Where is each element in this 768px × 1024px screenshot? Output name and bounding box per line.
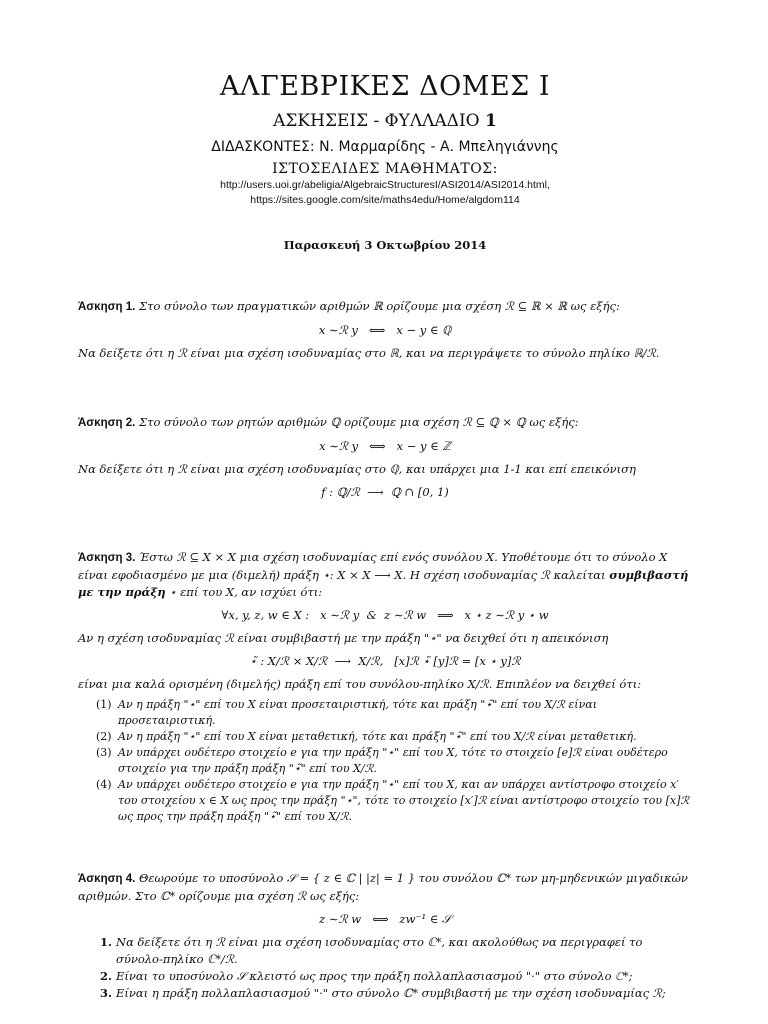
item-number: (3) bbox=[96, 746, 112, 759]
exercise-1-formula: x ∼ℛ y ⟺ x − y ∈ ℚ bbox=[318, 323, 452, 337]
compatible-term: συμβιβαστή με την πράξη bbox=[78, 568, 689, 599]
item-number: (4) bbox=[96, 778, 112, 791]
exercise-1-label: Άσκηση 1. bbox=[78, 301, 136, 313]
item-number: (1) bbox=[96, 698, 112, 711]
exercise-3-text-4: είναι μια καλά ορισμένη (διμελής) πράξη επί του συνόλου-πηλίκο X/ℛ. Επιπλέον να δειχθεί ότι: bbox=[78, 677, 642, 691]
exercise-4-list bbox=[78, 934, 692, 1002]
exercise-3-text-2: ⋆ επί του X, αν ισχύει ότι: bbox=[169, 585, 323, 599]
subtitle-text: ΑΣΚΗΣΕΙΣ - ΦΥΛΛΑΔΙΟ bbox=[273, 111, 480, 131]
list-item bbox=[78, 745, 692, 777]
item-text: Είναι η πράξη πολλαπλασιασμού "·" στο σύνολο ℂ* συμβιβαστή με την σχέση ισοδυναμίας ℛ; bbox=[116, 986, 666, 1000]
exercise-3-text-1: Έστω ℛ ⊆ X × X μια σχέση ισοδυναμίας επί ενός συνόλου X. Υποθέτουμε ότι το σύνολο X είναι εφοδιασμένο με μια (διμελή) πράξη ⋆: X × X ⟶ X. Η σχέση ισοδυναμίας ℛ καλείται bbox=[78, 550, 668, 582]
item-text: Αν η πράξη "⋆" επί του X είναι προσεταιριστική, τότε και πράξη "⋆̃" επί του X/ℛ είναι προσεταιριστική. bbox=[118, 698, 598, 727]
header bbox=[78, 70, 692, 252]
exercise-2 bbox=[78, 414, 692, 501]
item-text: Αν η πράξη "⋆" επί του X είναι μεταθετική, τότε και πράξη "⋆̃" επί του X/ℛ είναι μεταθετική. bbox=[118, 730, 637, 743]
websites-label: ΙΣΤΟΣΕΛΙΔΕΣ ΜΑΘΗΜΑΤΟΣ: bbox=[272, 161, 498, 177]
exercise-1-task: Να δείξετε ότι η ℛ είναι μια σχέση ισοδυναμίας στο ℝ, και να περιγράψετε το σύνολο πηλίκο ℝ/ℛ. bbox=[78, 346, 660, 360]
item-number: 1. bbox=[100, 935, 113, 949]
list-item bbox=[78, 968, 692, 985]
document-subtitle bbox=[78, 110, 692, 132]
document-date: Παρασκευή 3 Οκτωβρίου 2014 bbox=[283, 238, 487, 252]
exercise-3 bbox=[78, 549, 692, 825]
exercise-4-text: Θεωρούμε το υποσύνολο 𝒮 = { z ∈ ℂ | |z| = 1 } του συνόλου ℂ* των μη-μηδενικών μιγαδικών αριθμών. Στο ℂ* ορίζουμε μια σχέση ℛ ως εξής: bbox=[78, 871, 688, 903]
exercise-3-list bbox=[78, 697, 692, 825]
exercise-3-formula-2: ⋆̃ : X/ℛ × X/ℛ ⟶ X/ℛ, [x]ℛ ⋆̃ [y]ℛ = [x ⋆ y]ℛ bbox=[249, 654, 521, 668]
item-text: Αν υπάρχει ουδέτερο στοιχείο e για την πράξη "⋆" επί του X, τότε το στοιχείο [e]ℛ είναι ουδέτερο στοιχείο για την πράξη πράξη "⋆̃" επί του X/ℛ. bbox=[118, 746, 668, 775]
item-text: Αν υπάρχει ουδέτερο στοιχείο e για την πράξη "⋆" επί του X, και αν υπάρχει αντίστροφο στοιχείο x′ του στοιχείου x ∈ X ως προς την πράξη "⋆", τότε το στοιχείο [x′]ℛ είναι αντίστροφο στοιχείο του [x]ℛ ως προς την πράξη πράξη "⋆̃" επί του X/ℛ. bbox=[118, 778, 690, 823]
subtitle-number: 1 bbox=[485, 111, 497, 131]
exercise-4 bbox=[78, 870, 692, 1002]
list-item bbox=[78, 777, 692, 825]
item-text: Είναι το υποσύνολο 𝒮 κλειστό ως προς την πράξη πολλαπλασιασμού "·" στο σύνολο ℂ*; bbox=[116, 969, 633, 983]
item-number: (2) bbox=[96, 730, 112, 743]
exercise-3-label: Άσκηση 3. bbox=[78, 552, 136, 564]
list-item bbox=[78, 697, 692, 729]
exercise-4-label: Άσκηση 4. bbox=[78, 873, 136, 885]
exercise-2-text: Στο σύνολο των ρητών αριθμών ℚ ορίζουμε μια σχέση ℛ ⊆ ℚ × ℚ ως εξής: bbox=[138, 415, 579, 429]
course-url-1[interactable]: http://users.uoi.gr/abeligia/AlgebraicStructuresI/ASI2014/ASI2014.html, bbox=[220, 179, 550, 191]
list-item bbox=[78, 729, 692, 745]
exercise-2-task: Να δείξετε ότι η ℛ είναι μια σχέση ισοδυναμίας στο ℚ, και υπάρχει μια 1-1 και επί επεικόνιση bbox=[78, 462, 636, 476]
exercise-2-formula: x ∼ℛ y ⟺ x − y ∈ ℤ bbox=[319, 439, 451, 453]
item-text: Να δείξετε ότι η ℛ είναι μια σχέση ισοδυναμίας στο ℂ*, και ακολούθως να περιγραφεί το σύνολο-πηλίκο ℂ*/ℛ. bbox=[116, 935, 643, 966]
exercise-2-label: Άσκηση 2. bbox=[78, 417, 136, 429]
document-page bbox=[78, 70, 692, 1002]
instructors-line: ΔΙΔΑΣΚΟΝΤΕΣ: Ν. Μαρμαρίδης - Α. Μπεληγιάννης bbox=[211, 139, 559, 155]
item-number: 3. bbox=[100, 986, 113, 1000]
exercise-3-formula: ∀x, y, z, w ∈ X : x ∼ℛ y & z ∼ℛ w ⟹ x ⋆ z ∼ℛ y ⋆ w bbox=[221, 608, 549, 622]
list-item bbox=[78, 985, 692, 1002]
course-url-2[interactable]: https://sites.google.com/site/maths4edu/Home/algdom114 bbox=[250, 194, 520, 206]
list-item bbox=[78, 934, 692, 968]
document-title: ΑΛΓΕΒΡΙΚΕΣ ΔΟΜΕΣ Ι bbox=[220, 71, 550, 102]
exercise-4-formula: z ∼ℛ w ⟺ zw⁻¹ ∈ 𝒮 bbox=[319, 912, 451, 926]
exercise-1 bbox=[78, 298, 692, 362]
item-number: 2. bbox=[100, 969, 113, 983]
exercise-1-text: Στο σύνολο των πραγματικών αριθμών ℝ ορίζουμε μια σχέση ℛ ⊆ ℝ × ℝ ως εξής: bbox=[138, 299, 620, 313]
exercise-3-text-3: Αν η σχέση ισοδυναμίας ℛ είναι συμβιβαστή με την πράξη "⋆" να δειχθεί ότι η απεικόνιση bbox=[78, 631, 609, 645]
exercise-2-map: f : ℚ/ℛ ⟶ ℚ ∩ [0, 1) bbox=[321, 485, 449, 499]
